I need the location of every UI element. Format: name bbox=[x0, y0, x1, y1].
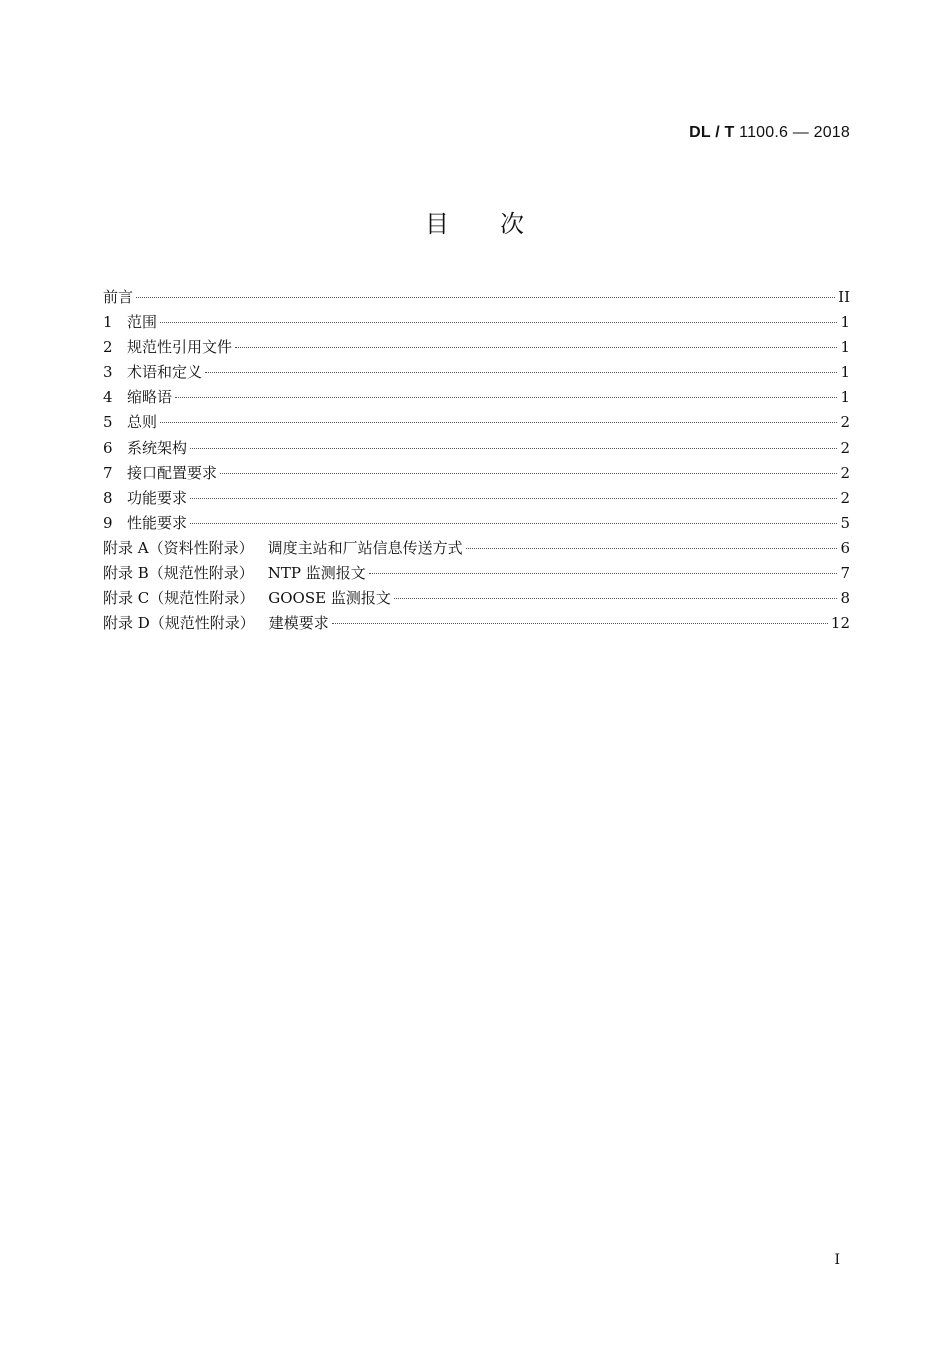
toc-entry-appendix-d[interactable] bbox=[103, 611, 850, 636]
standard-number: 1100.6 — 2018 bbox=[739, 124, 850, 141]
dot-leader bbox=[190, 448, 837, 449]
toc-entry-text: 总则 bbox=[127, 413, 158, 432]
toc-entry-page: 1 bbox=[840, 313, 850, 332]
toc-entry-chapter-3[interactable] bbox=[103, 360, 850, 385]
toc-entry-foreword[interactable] bbox=[103, 285, 850, 310]
toc-entry-page: 7 bbox=[840, 564, 850, 583]
toc-entry-page: 1 bbox=[840, 388, 850, 407]
dot-leader bbox=[190, 498, 837, 499]
table-of-contents bbox=[103, 285, 850, 636]
toc-entry-number: 5 bbox=[103, 413, 113, 432]
toc-entry-text: 调度主站和厂站信息传送方式 bbox=[267, 538, 463, 557]
toc-entry-number: 3 bbox=[103, 363, 113, 382]
dot-leader bbox=[175, 397, 837, 398]
toc-entry-number: 8 bbox=[103, 488, 113, 507]
page-number: I bbox=[834, 1252, 840, 1268]
toc-entry-text: 性能要求 bbox=[127, 513, 188, 532]
toc-entry-page: 8 bbox=[840, 589, 850, 608]
title-char-1: 目 bbox=[425, 210, 450, 238]
toc-entry-page: 5 bbox=[840, 513, 850, 532]
toc-entry-number: 2 bbox=[103, 338, 113, 357]
toc-entry-text: 建模要求 bbox=[268, 614, 329, 633]
toc-entry-appendix-a[interactable] bbox=[103, 536, 850, 561]
toc-entry-chapter-4[interactable] bbox=[103, 385, 850, 410]
dot-leader bbox=[160, 422, 837, 423]
toc-entry-chapter-2[interactable] bbox=[103, 335, 850, 360]
toc-entry-page: 2 bbox=[840, 413, 850, 432]
toc-entry-text: 范围 bbox=[127, 313, 158, 332]
toc-entry-text: 功能要求 bbox=[127, 488, 188, 507]
toc-entry-page: 2 bbox=[840, 438, 850, 457]
appendix-label: 附录 B（规范性附录） bbox=[103, 564, 254, 583]
toc-entry-appendix-b[interactable] bbox=[103, 561, 850, 586]
toc-entry-number: 6 bbox=[103, 438, 113, 457]
toc-entry-page: 6 bbox=[840, 538, 850, 557]
dot-leader bbox=[136, 297, 835, 298]
toc-entry-chapter-5[interactable] bbox=[103, 410, 850, 435]
dot-leader bbox=[332, 623, 828, 624]
toc-entry-text: 规范性引用文件 bbox=[127, 338, 233, 357]
toc-entry-text: 系统架构 bbox=[127, 438, 188, 457]
standard-code bbox=[689, 124, 850, 142]
toc-entry-page: 12 bbox=[830, 614, 850, 633]
toc-entry-text: 术语和定义 bbox=[127, 363, 203, 382]
toc-entry-page: II bbox=[838, 288, 850, 306]
toc-entry-page: 1 bbox=[840, 338, 850, 357]
toc-entry-page: 2 bbox=[840, 463, 850, 482]
toc-entry-number: 4 bbox=[103, 388, 113, 407]
title-char-2: 次 bbox=[500, 210, 525, 238]
standard-prefix: DL / T bbox=[689, 124, 735, 141]
dot-leader bbox=[190, 523, 837, 524]
toc-entry-number: 7 bbox=[103, 463, 113, 482]
toc-entry-appendix-c[interactable] bbox=[103, 586, 850, 611]
dot-leader bbox=[394, 598, 838, 599]
appendix-label: 附录 D（规范性附录） bbox=[103, 614, 255, 633]
toc-entry-page: 1 bbox=[840, 363, 850, 382]
appendix-label: 附录 A（资料性附录） bbox=[103, 538, 254, 557]
toc-entry-chapter-8[interactable] bbox=[103, 486, 850, 511]
toc-entry-number: 1 bbox=[103, 313, 113, 332]
dot-leader bbox=[235, 347, 837, 348]
toc-entry-text: NTP 监测报文 bbox=[267, 564, 366, 583]
dot-leader bbox=[220, 473, 837, 474]
toc-entry-page: 2 bbox=[840, 488, 850, 507]
toc-entry-chapter-6[interactable] bbox=[103, 436, 850, 461]
dot-leader bbox=[466, 548, 838, 549]
toc-entry-text: 缩略语 bbox=[127, 388, 173, 407]
toc-entry-chapter-7[interactable] bbox=[103, 461, 850, 486]
dot-leader bbox=[205, 372, 837, 373]
dot-leader bbox=[160, 322, 837, 323]
toc-entry-chapter-9[interactable] bbox=[103, 511, 850, 536]
toc-entry-number: 9 bbox=[103, 513, 113, 532]
toc-entry-text: GOOSE 监测报文 bbox=[268, 589, 391, 608]
toc-entry-chapter-1[interactable] bbox=[103, 310, 850, 335]
appendix-label: 附录 C（规范性附录） bbox=[103, 589, 255, 608]
toc-entry-text: 接口配置要求 bbox=[127, 463, 218, 482]
dot-leader bbox=[369, 573, 838, 574]
page-title bbox=[0, 204, 950, 239]
toc-entry-text: 前言 bbox=[103, 288, 134, 306]
